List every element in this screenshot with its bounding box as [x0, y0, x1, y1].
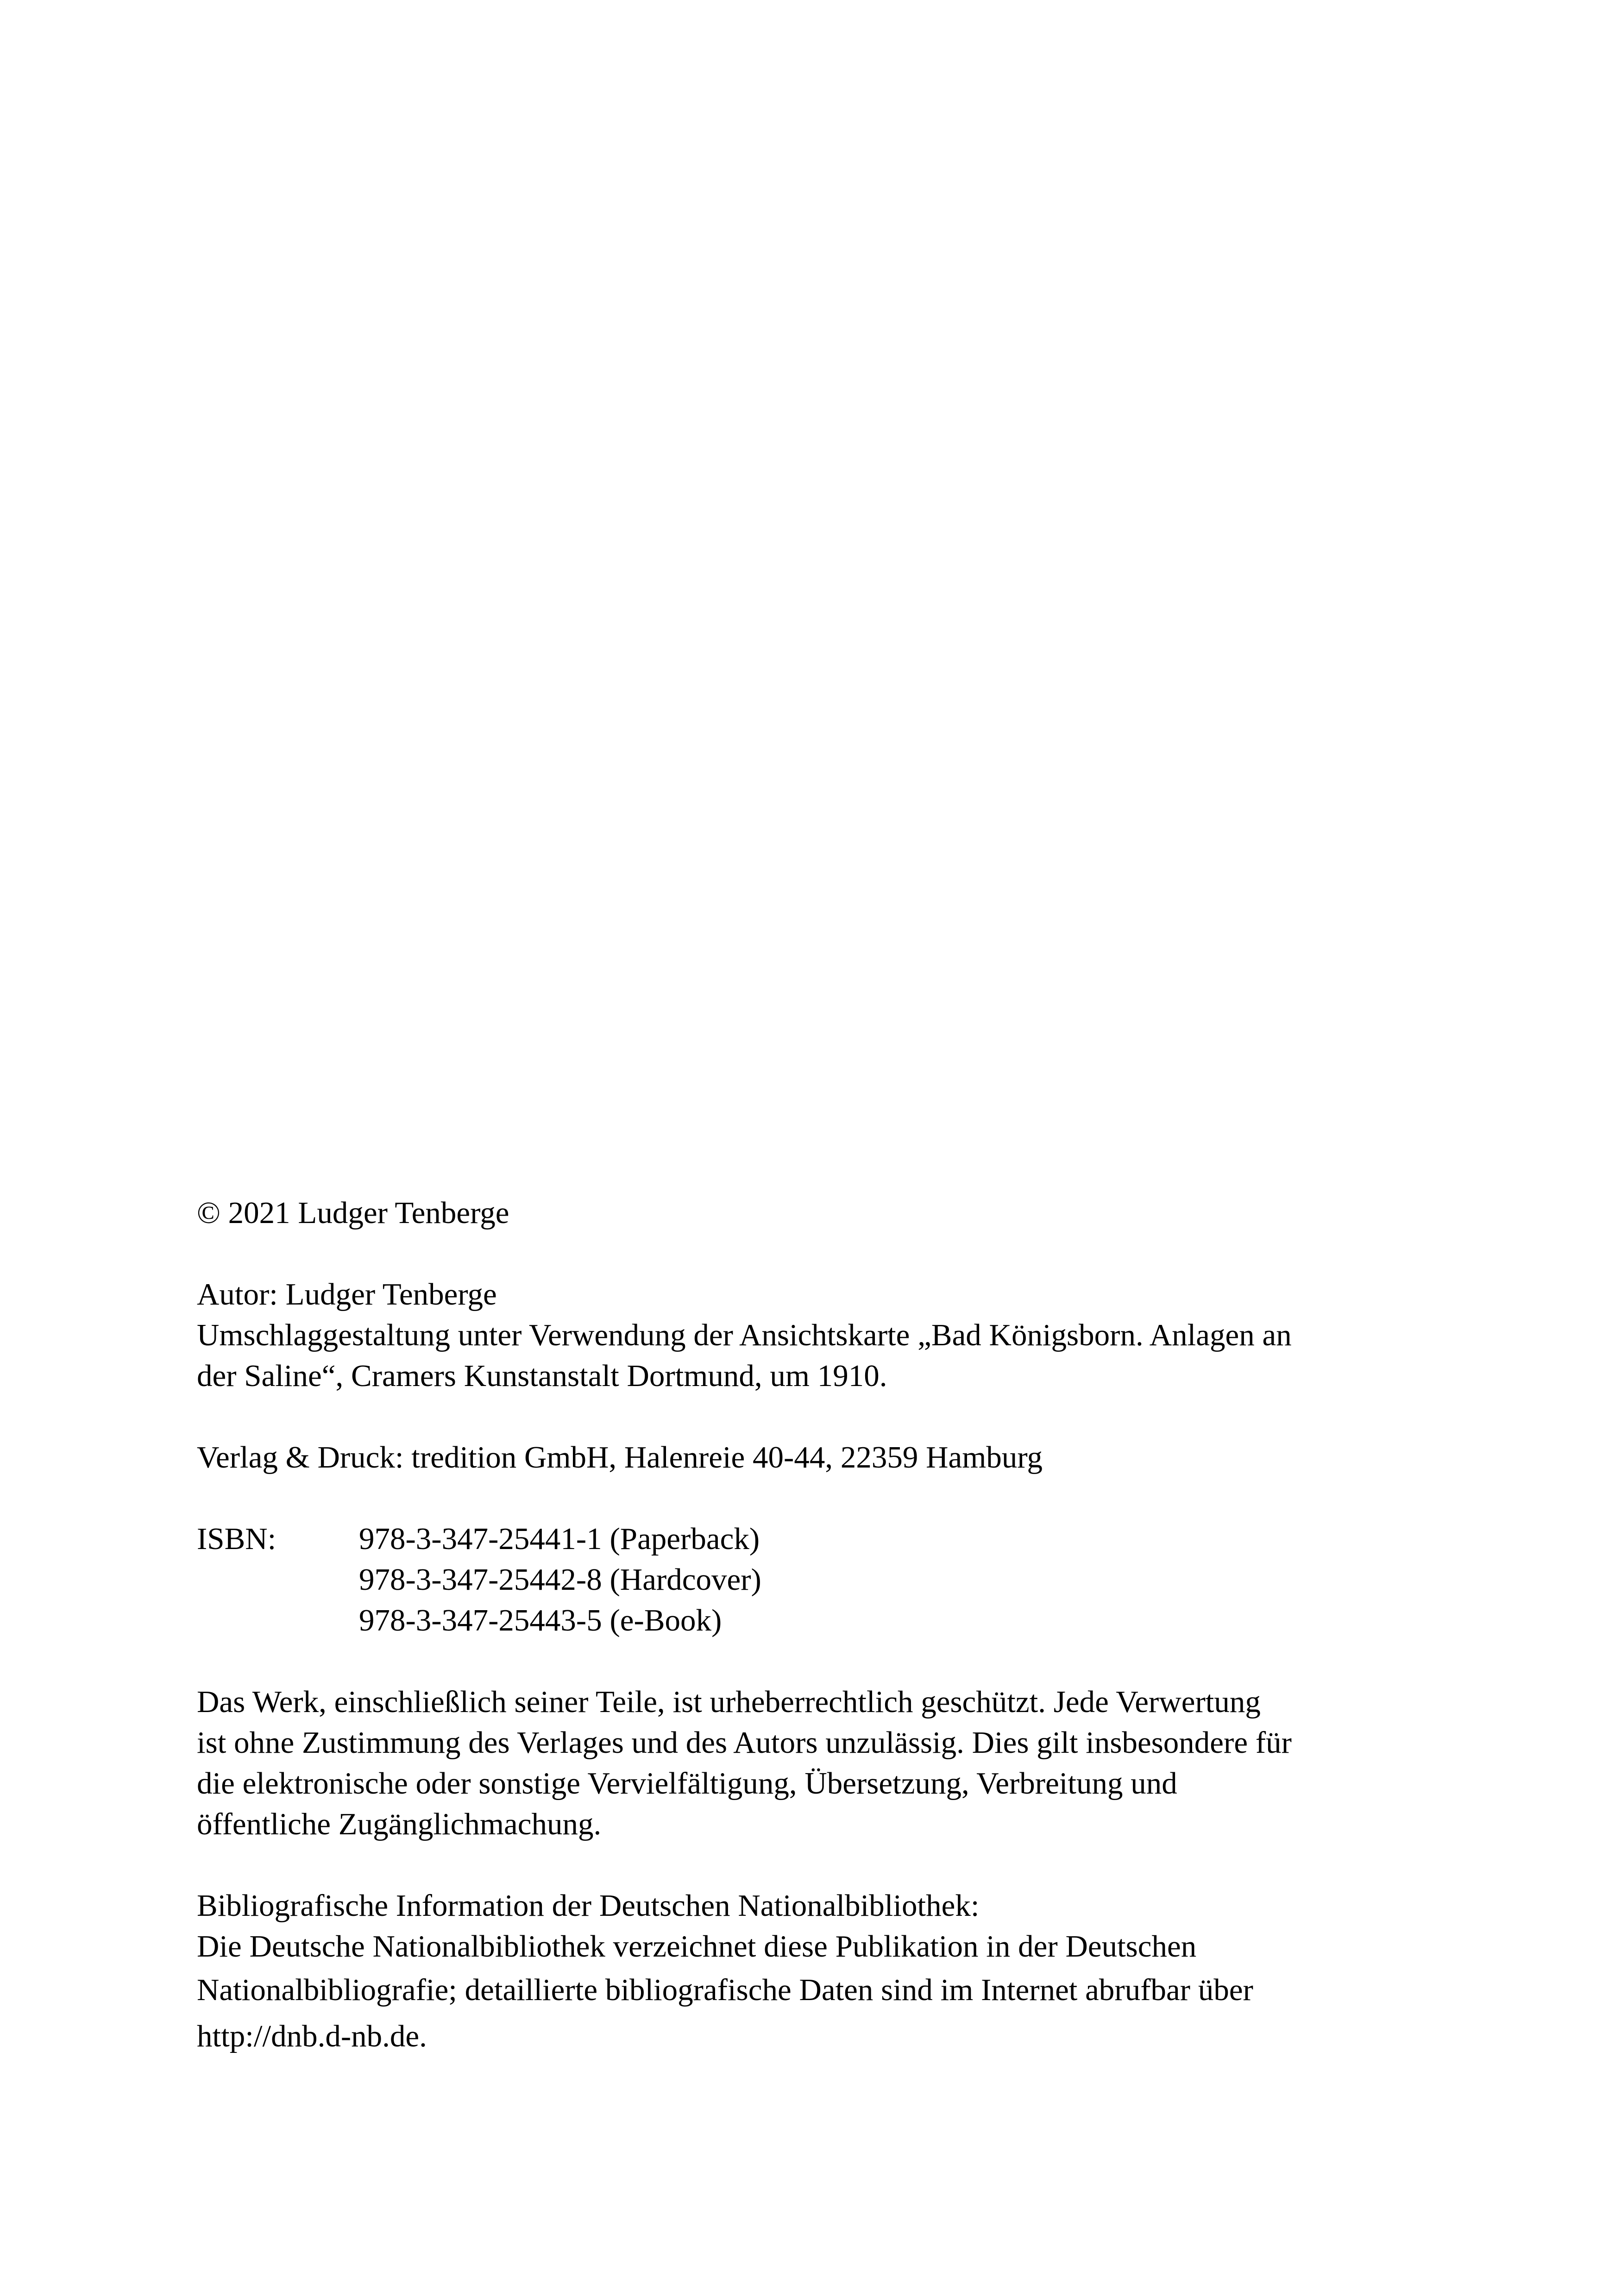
spacer — [197, 1844, 1447, 1885]
isbn-hardcover: 978-3-347-25442-8 (Hardcover) — [359, 1562, 761, 1597]
biblio-line: Die Deutsche Nationalbibliothek verzeichnet diese Publikation in der Deutschen — [197, 1929, 1197, 1964]
spacer — [197, 1396, 1447, 1437]
isbn-label: ISBN: — [197, 1522, 276, 1556]
rights-line: öffentliche Zugänglichmachung. — [197, 1807, 602, 1841]
isbn-ebook: 978-3-347-25443-5 (e-Book) — [359, 1603, 722, 1637]
author-line: Autor: Ludger Tenberge — [197, 1277, 497, 1311]
cover-design-line-1: Umschlaggestaltung unter Verwendung der Ansichtskarte „Bad Königsborn. Anlagen an — [197, 1318, 1292, 1352]
dnb-url: http://dnb.d-nb.de. — [197, 2019, 427, 2053]
rights-line: ist ohne Zustimmung des Verlages und des Autors unzulässig. Dies gilt insbesondere für — [197, 1725, 1292, 1760]
copyright-notice: © 2021 Ludger Tenberge — [197, 1196, 509, 1230]
rights-notice — [197, 1681, 1447, 1844]
isbn-section — [197, 1518, 1447, 1641]
isbn-paperback: 978-3-347-25441-1 (Paperback) — [359, 1522, 760, 1556]
rights-line: die elektronische oder sonstige Vervielfältigung, Übersetzung, Verbreitung und — [197, 1766, 1177, 1800]
cover-design-line-2: der Saline“, Cramers Kunstanstalt Dortmund, um 1910. — [197, 1359, 887, 1393]
publisher-line: Verlag & Druck: tredition GmbH, Halenreie 40-44, 22359 Hamburg — [197, 1440, 1043, 1474]
bibliographic-notice — [197, 1885, 1447, 2059]
rights-line: Das Werk, einschließlich seiner Teile, ist urheberrechtlich geschützt. Jede Verwertung — [197, 1685, 1261, 1719]
spacer — [197, 1641, 1447, 1681]
biblio-heading: Bibliografische Information der Deutschen Nationalbibliothek: — [197, 1888, 980, 1923]
spacer — [197, 1233, 1447, 1274]
isbn-list — [359, 1518, 761, 1641]
imprint-block — [197, 1192, 1447, 2059]
biblio-line: Nationalbibliografie; detaillierte bibliografische Daten sind im Internet abrufbar über — [197, 1973, 1253, 2007]
spacer — [197, 1478, 1447, 1518]
